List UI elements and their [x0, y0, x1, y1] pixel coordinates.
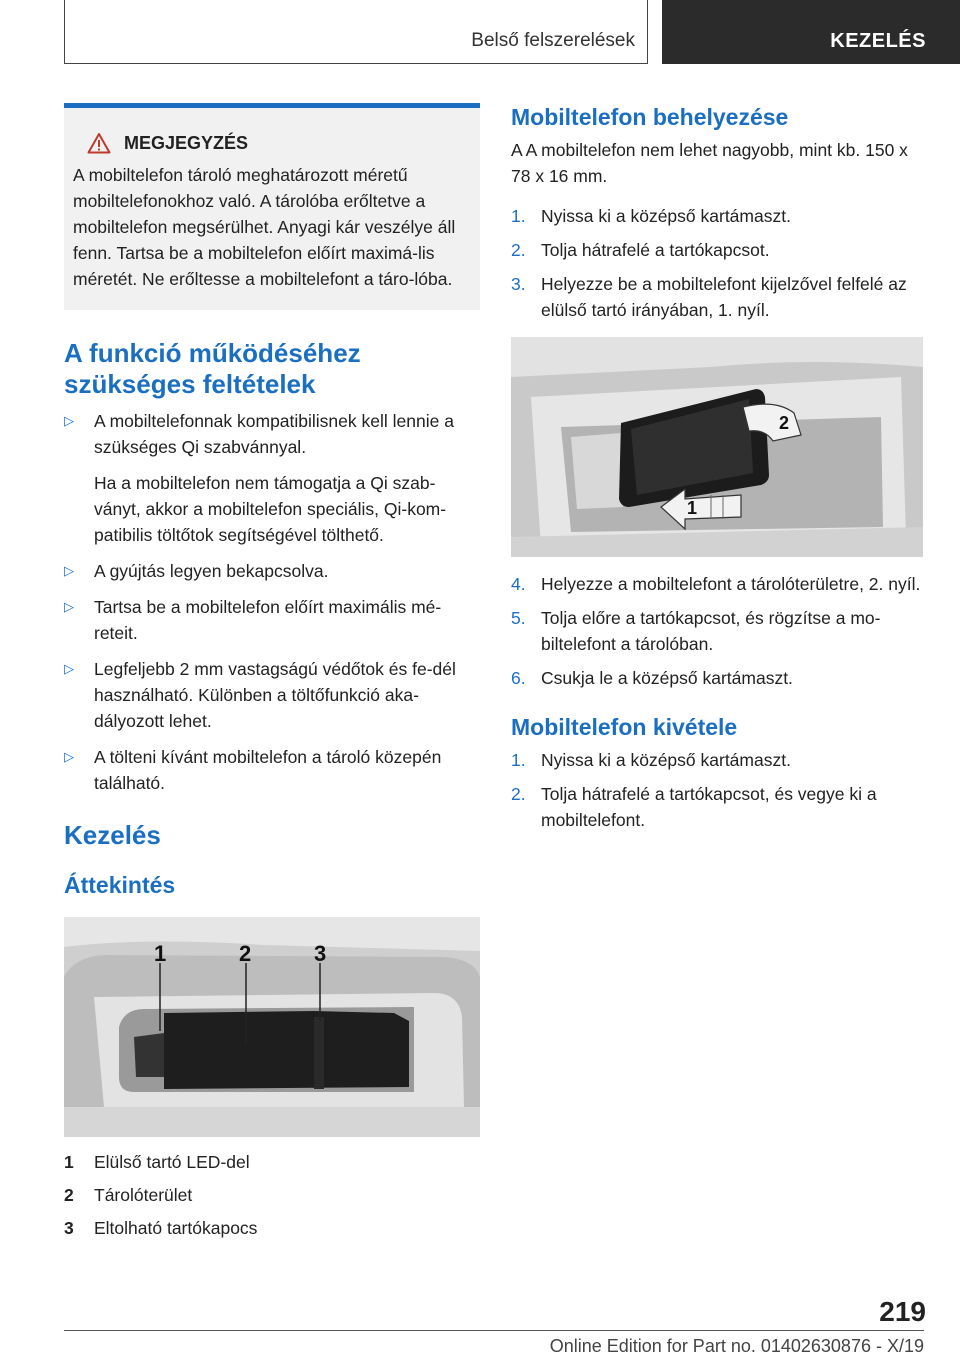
- list-item-text: A mobiltelefonnak kompatibilisnek kell lennie a szükséges Qi szabvánnyal.: [94, 411, 454, 457]
- step-number: 5.: [511, 608, 526, 628]
- list-item: [64, 594, 480, 646]
- list-item-text: Tartsa be a mobiltelefon előírt maximális mé-reteit.: [94, 597, 442, 643]
- legend: [64, 1149, 480, 1241]
- step-text: Nyissa ki a középső kartámaszt.: [541, 206, 791, 226]
- header-chapter-title: KEZELÉS: [830, 30, 926, 52]
- list-item-text: A gyújtás legyen bekapcsolva.: [94, 561, 329, 581]
- step-text: Helyezze be a mobiltelefont kijelzővel felfelé az elülső tartó irányában, 1. nyíl.: [541, 274, 907, 320]
- step-text: Tolja hátrafelé a tartókapcsot.: [541, 240, 770, 260]
- step-number: 4.: [511, 574, 526, 594]
- step-number: 3.: [511, 274, 526, 294]
- legend-number: 3: [64, 1218, 74, 1238]
- header-section-title: Belső felszerelések: [471, 30, 635, 51]
- header-chapter-tab: [662, 0, 960, 64]
- step-item: [511, 781, 923, 833]
- step-item: [511, 665, 923, 691]
- note-title: MEGJEGYZÉS: [124, 132, 249, 153]
- step-item: [511, 203, 923, 229]
- bullet-triangle-icon: ▷: [64, 661, 74, 676]
- legend-number: 1: [64, 1152, 74, 1172]
- list-item: [64, 656, 480, 734]
- callout-3: 3: [314, 941, 327, 966]
- right-column: [511, 103, 923, 841]
- bullet-triangle-icon: ▷: [64, 413, 74, 428]
- insert-intro: A A mobiltelefon nem lehet nagyobb, mint kb. 150 x 78 x 16 mm.: [511, 140, 908, 186]
- list-item-text: A tölteni kívánt mobiltelefon a tároló közepén található.: [94, 747, 442, 793]
- step-item: [511, 237, 923, 263]
- step-number: 1.: [511, 206, 526, 226]
- list-item: [64, 558, 480, 584]
- legend-text: Tárolóterület: [94, 1185, 193, 1205]
- legend-number: 2: [64, 1185, 74, 1205]
- page-number: 219: [879, 1296, 926, 1327]
- bullet-triangle-icon: ▷: [64, 749, 74, 764]
- list-item-text: Legfeljebb 2 mm vastagságú védőtok és fe-dél használható. Különben a töltőfunkció aka-dályozott lehet.: [94, 659, 456, 731]
- left-column: [64, 103, 480, 1248]
- note-box: [64, 103, 480, 310]
- list-item: [64, 408, 480, 548]
- step-text: Helyezze a mobiltelefont a tárolóterületre, 2. nyíl.: [541, 574, 921, 594]
- legend-text: Eltolható tartókapocs: [94, 1218, 258, 1238]
- list-item: [64, 744, 480, 796]
- step-text: Tolja előre a tartókapcsot, és rögzítse a mo-biltelefont a tárolóban.: [541, 608, 881, 654]
- list-item-subtext: Ha a mobiltelefon nem támogatja a Qi szab-ványt, akkor a mobiltelefon speciális, Qi-kom-patibilis töltőtok segítségével tölthető.: [94, 473, 447, 545]
- step-item: [511, 605, 923, 657]
- footer-edition: Online Edition for Part no. 01402630876 - X/19: [549, 1336, 924, 1356]
- step-item: [511, 271, 923, 323]
- step-number: 2.: [511, 784, 526, 804]
- remove-heading: Mobiltelefon kivétele: [511, 714, 738, 740]
- header-section-tab: [64, 0, 648, 64]
- insert-photo: [511, 337, 923, 557]
- step-number: 6.: [511, 668, 526, 688]
- bullet-triangle-icon: ▷: [64, 599, 74, 614]
- step-text: Tolja hátrafelé a tartókapcsot, és vegye ki a mobiltelefont.: [541, 784, 877, 830]
- bullet-triangle-icon: ▷: [64, 563, 74, 578]
- step-number: 2.: [511, 240, 526, 260]
- callout-1: 1: [154, 941, 167, 966]
- step-text: Csukja le a középső kartámaszt.: [541, 668, 793, 688]
- insert-heading: Mobiltelefon behelyezése: [511, 104, 789, 130]
- arrow-label-2: 2: [779, 413, 790, 433]
- step-text: Nyissa ki a középső kartámaszt.: [541, 750, 791, 770]
- step-item: [511, 747, 923, 773]
- footer-divider: [64, 1330, 924, 1331]
- legend-item: [64, 1149, 480, 1175]
- arrow-label-1: 1: [687, 498, 698, 518]
- operation-heading: Kezelés: [64, 820, 161, 850]
- requirements-heading: A funkció működéséhez szükséges feltételek: [64, 338, 361, 399]
- legend-item: [64, 1215, 480, 1241]
- overview-photo: [64, 917, 480, 1137]
- callout-2: 2: [239, 941, 252, 966]
- warning-icon: [87, 132, 111, 154]
- step-item: [511, 571, 923, 597]
- step-number: 1.: [511, 750, 526, 770]
- legend-item: [64, 1182, 480, 1208]
- legend-text: Elülső tartó LED-del: [94, 1152, 250, 1172]
- overview-heading: Áttekintés: [64, 872, 176, 898]
- note-header: [87, 132, 471, 154]
- note-text: A mobiltelefon tároló meghatározott méretű mobiltelefonokhoz való. A tárolóba erőltetve a mobiltelefon megsérülhet. Anyagi kár veszélye áll fenn. Tartsa be a mobiltelefon előírt maximá-lis méretét. Ne erőltesse a mobiltelefont a táro-lóba.: [73, 165, 456, 289]
